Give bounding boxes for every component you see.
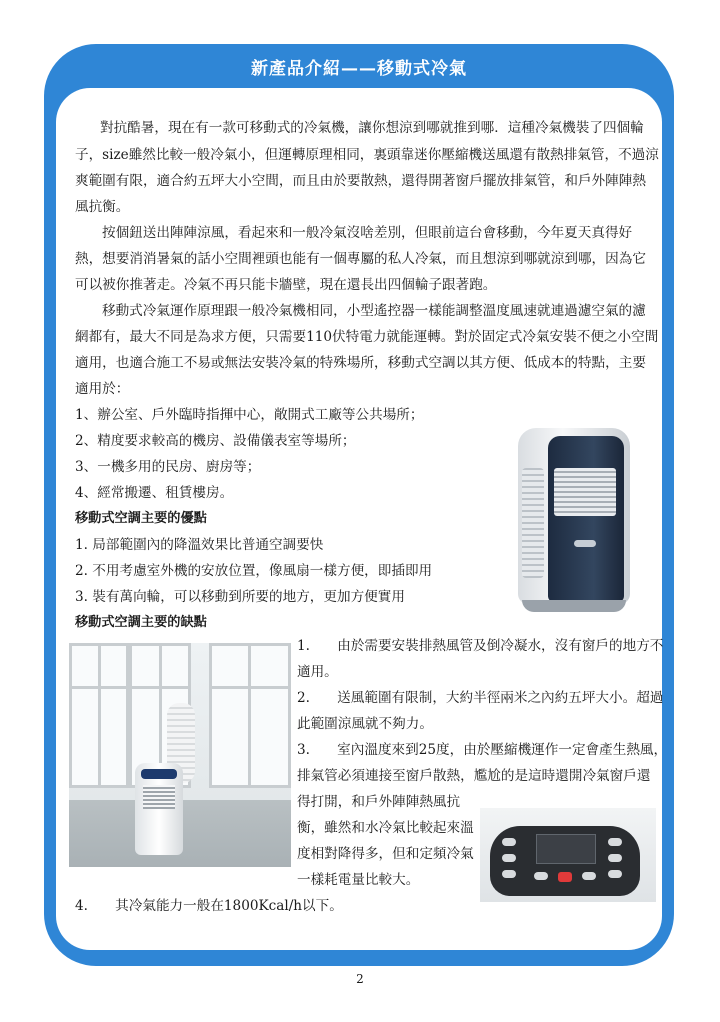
disadvantage-line: 此範圍涼風就不夠力。 [297, 716, 433, 732]
disadvantage-line: 適用。 [297, 664, 338, 680]
room-photo [69, 643, 291, 867]
list-item: 1、辦公室、戶外臨時指揮中心，敞開式工廠等公共場所； [75, 407, 424, 423]
disadvantage-line: 排氣管必須連接至窗戶散熱，尷尬的是這時還開冷氣窗戶還 [297, 768, 651, 784]
paragraph-line: 適用，也適合施工不易或無法安裝冷氣的特殊場所，移動式空調以其方便、低成本的特點，主要 [75, 355, 646, 371]
disadvantages-heading: 移動式空調主要的缺點 [75, 615, 207, 630]
disadvantage-line: 度相對降得多，但和定頻冷氣 [297, 846, 474, 862]
disadvantage-line: 2. 送風範圍有限制，大約半徑兩米之內約五坪大小。超過 [297, 690, 664, 706]
advantages-heading: 移動式空調主要的優點 [75, 511, 207, 526]
advantage-item: 1. 局部範圍內的降溫效果比普通空調要快 [75, 537, 324, 553]
paragraph-line: 網都有，最大不同是為求方便，只需要110伏特電力就能運轉。對於固定式冷氣安裝不便之小空間 [75, 329, 659, 345]
paragraph-line: 可以被你推著走。冷氣不再只能卡牆壁，現在還長出四個輪子跟著跑。 [75, 277, 497, 293]
paragraph-line: 熱，想要消消暑氣的話小空間裡頭也能有一個專屬的私人冷氣，而且想涼到哪就涼到哪，因為它 [75, 251, 646, 267]
paragraph-line: 適用於： [75, 381, 130, 397]
disadvantage-line: 1. 由於需要安裝排熱風管及倒冷凝水，沒有窗戶的地方不 [297, 638, 664, 654]
paragraph-line: 按個鈕送出陣陣涼風，看起來和一般冷氣沒啥差別，但眼前這台會移動，今年夏天真得好 [102, 225, 633, 241]
page-number: 2 [356, 972, 364, 986]
disadvantage-line: 一樣耗電量比較大。 [297, 872, 420, 888]
list-item: 2、精度要求較高的機房、設備儀表室等場所； [75, 433, 356, 449]
paragraph-line: 對抗酷暑，現在有一款可移動式的冷氣機，讓你想涼到哪就推到哪．這種冷氣機裝了四個輪 [100, 120, 644, 136]
disadvantage-line: 3. 室內溫度來到25度，由於壓縮機運作一定會產生熱風， [297, 742, 668, 758]
portable-ac-image [504, 428, 640, 614]
disadvantage-line: 得打開，和戶外陣陣熱風抗 [297, 794, 461, 810]
paragraph-line: 移動式冷氣運作原理跟一般冷氣機相同，小型遙控器一樣能調整溫度風速就連過濾空氣的濾 [102, 303, 646, 319]
paragraph-line: 子，size雖然比較一般冷氣小，但運轉原理相同，裏頭靠迷你壓縮機送風還有散熱排氣管，不過涼 [75, 147, 659, 163]
advantage-item: 2. 不用考慮室外機的安放位置，像風扇一樣方便，即插即用 [75, 563, 433, 579]
control-panel-photo [480, 808, 656, 902]
list-item: 4、經常搬遷、租賃樓房。 [75, 485, 234, 501]
paragraph-line: 爽範圍有限，適合約五坪大小空間，而且由於要散熱，還得開著窗戶擺放排氣管，和戶外陣陣熱 [75, 173, 646, 189]
advantage-item: 3. 裝有萬向輪，可以移動到所要的地方，更加方便實用 [75, 589, 405, 605]
paragraph-line: 風抗衡。 [75, 199, 130, 215]
disadvantage-line: 衡，雖然和水冷氣比較起來溫 [297, 820, 474, 836]
disadvantage-line: 4. 其冷氣能力一般在1800Kcal/h以下。 [75, 898, 343, 914]
list-item: 3、一機多用的民房、廚房等； [75, 459, 261, 475]
page-title: 新產品介紹——移動式冷氣 [251, 59, 467, 79]
